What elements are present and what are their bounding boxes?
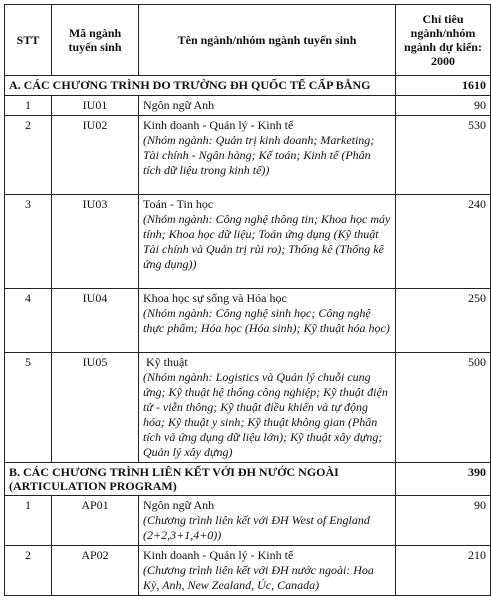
row-name: Ngôn ngữ Anh xyxy=(143,98,215,112)
section-a-row xyxy=(5,76,491,96)
row-name-cell xyxy=(139,195,396,289)
header-code: Mã ngành tuyển sinh xyxy=(52,5,139,76)
row-detail: (Nhóm ngành: Công nghệ sinh học; Công nghệ thực phẩm; Hóa học (Hóa sinh); Kỹ thuật hóa học) xyxy=(143,306,390,335)
row-code: IU03 xyxy=(52,195,139,289)
table-row xyxy=(5,195,491,289)
header-name: Tên ngành/nhóm ngành tuyển sinh xyxy=(139,5,396,76)
section-a-title: A. CÁC CHƯƠNG TRÌNH DO TRƯỜNG ĐH QUỐC TẾ CẤP BẰNG xyxy=(5,76,396,96)
row-quota: 500 xyxy=(396,353,491,463)
header-row xyxy=(5,5,491,76)
row-name: Ngôn ngữ Anh xyxy=(143,498,215,512)
row-detail: (Nhóm ngành: Logistics và Quản lý chuỗi cung ứng; Kỹ thuật hệ thống công nghiệp; Kỹ thuật điện tử - viễn thông; Kỹ thuật điều khiển và tự động hóa; Kỹ thuật y sinh; Kỹ thuật không gian (Phân tích và ứng dụng dữ liệu lớn); Kỹ thuật xây dựng; Quản lý xây dựng) xyxy=(143,370,388,459)
row-quota: 210 xyxy=(396,546,491,596)
row-quota: 90 xyxy=(396,96,491,116)
row-name: Kinh doanh - Quản lý - Kinh tế xyxy=(143,118,294,132)
section-b-title: B. CÁC CHƯƠNG TRÌNH LIÊN KẾT VỚI ĐH NƯỚC NGOÀI (ARTICULATION PROGRAM) xyxy=(5,463,396,496)
row-spacer xyxy=(143,336,391,350)
row-detail: (Nhóm ngành: Quản trị kinh doanh; Marketing; Tài chính - Ngân hàng; Kế toán; Kinh tế (Phân tích dữ liệu trong kinh tế)) xyxy=(143,133,375,177)
row-quota: 240 xyxy=(396,195,491,289)
row-quota: 530 xyxy=(396,116,491,195)
header-quota: Chỉ tiêu ngành/nhóm ngành dự kiến: 2000 xyxy=(396,5,491,76)
row-spacer xyxy=(143,178,391,192)
row-quota: 250 xyxy=(396,289,491,353)
row-stt: 2 xyxy=(5,116,52,195)
table-row xyxy=(5,353,491,463)
row-quota: 90 xyxy=(396,496,491,546)
table-row xyxy=(5,289,491,353)
row-code: IU04 xyxy=(52,289,139,353)
row-code: AP02 xyxy=(52,546,139,596)
section-a-quota: 1610 xyxy=(396,76,491,96)
row-detail: (Chương trình liên kết với ĐH nước ngoài: Hoa Kỳ, Anh, New Zealand, Úc, Canada) xyxy=(143,563,374,592)
row-detail: (Chương trình liên kết với ĐH West of England (2+2,3+1,4+0)) xyxy=(143,513,370,542)
row-name-cell xyxy=(139,353,396,463)
row-spacer xyxy=(143,272,391,286)
row-stt: 3 xyxy=(5,195,52,289)
row-name-cell xyxy=(139,116,396,195)
header-stt: STT xyxy=(5,5,52,76)
row-code: IU01 xyxy=(52,96,139,116)
row-name: Kỹ thuật xyxy=(143,355,188,369)
section-b-row xyxy=(5,463,491,496)
admission-quota-table xyxy=(4,4,491,596)
row-code: AP01 xyxy=(52,496,139,546)
admission-table-container xyxy=(4,4,486,596)
row-name: Kinh doanh - Quản lý - Kinh tế xyxy=(143,548,294,562)
row-name: Toán - Tin học xyxy=(143,197,214,211)
row-stt: 1 xyxy=(5,96,52,116)
row-name: Khoa học sự sống và Hóa học xyxy=(143,291,287,305)
table-row xyxy=(5,96,491,116)
row-name-cell xyxy=(139,289,396,353)
row-name-cell xyxy=(139,546,396,596)
row-code: IU05 xyxy=(52,353,139,463)
row-name-cell xyxy=(139,496,396,546)
row-stt: 4 xyxy=(5,289,52,353)
row-name-cell xyxy=(139,96,396,116)
row-stt: 5 xyxy=(5,353,52,463)
table-row xyxy=(5,496,491,546)
table-row xyxy=(5,116,491,195)
row-code: IU02 xyxy=(52,116,139,195)
section-b-quota: 390 xyxy=(396,463,491,496)
table-row xyxy=(5,546,491,596)
row-detail: (Nhóm ngành: Công nghệ thông tin; Khoa học máy tính; Khoa học dữ liệu; Toán ứng dụng (Kỹ thuật Tài chính và Quản trị rủi ro); Thống kê (Thống kê ứng dụng)) xyxy=(143,212,391,271)
row-stt: 2 xyxy=(5,546,52,596)
row-stt: 1 xyxy=(5,496,52,546)
